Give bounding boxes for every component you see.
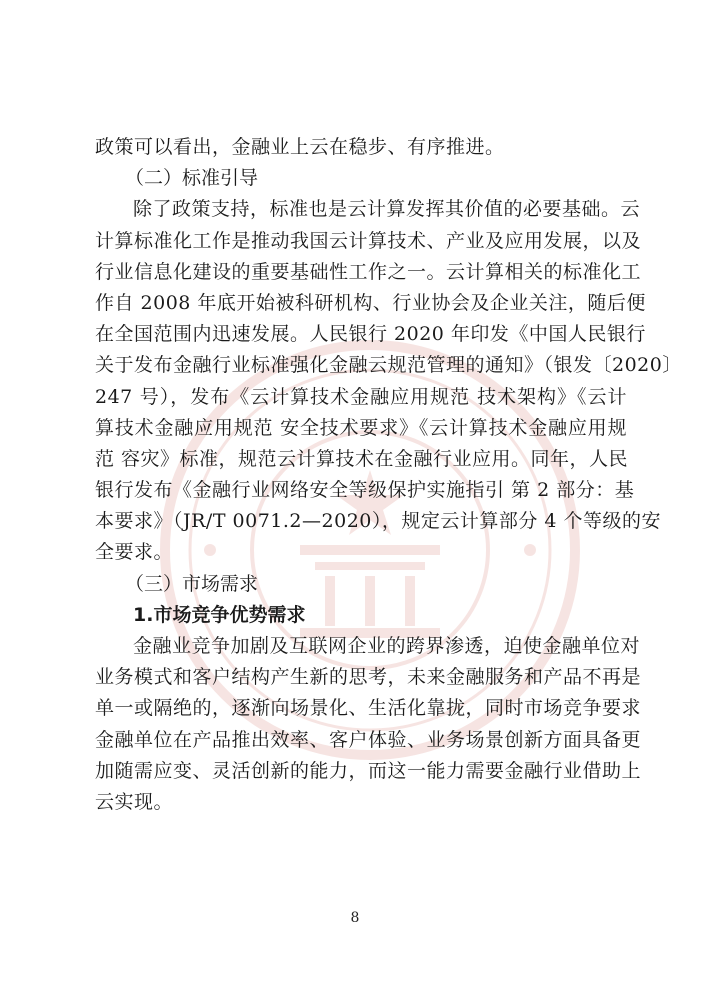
paragraph-line: 行业信息化建设的重要基础性工作之一。云计算相关的标准化工 [95, 260, 642, 283]
paragraph-line: 单一或隔绝的，逐渐向场景化、生活化靠拢，同时市场竞争要求 [95, 697, 642, 720]
paragraph-line: 作自 2008 年底开始被科研机构、行业协会及企业关注，随后便 [95, 291, 646, 314]
paragraph-line: 本要求》（JR/T 0071.2—2020），规定云计算部分 4 个等级的安 [95, 510, 662, 533]
section-heading: （三）市场需求 [125, 572, 259, 595]
paragraph-line: 关于发布金融行业标准强化金融云规范管理的通知》（银发〔2020〕 [95, 354, 682, 377]
subsection-heading: 1.市场竞争优势需求 [133, 603, 306, 626]
paragraph-line: 业务模式和客户结构产生新的思考，未来金融服务和产品不再是 [95, 666, 642, 689]
page-number: 8 [350, 910, 360, 926]
section-heading: （二）标准引导 [125, 167, 259, 190]
paragraph-line: 银行发布《金融行业网络安全等级保护实施指引 第 2 部分：基 [95, 479, 635, 502]
paragraph-line: 在全国范围内迅速发展。人民银行 2020 年印发《中国人民银行 [95, 323, 646, 346]
paragraph-line: 政策可以看出，金融业上云在稳步、有序推进。 [95, 136, 505, 158]
paragraph-line: 算技术金融应用规范 安全技术要求》《云计算技术金融应用规 [95, 416, 627, 439]
paragraph-line: 计算标准化工作是推动我国云计算技术、产业及应用发展，以及 [95, 229, 642, 252]
document-body [95, 132, 682, 818]
paragraph-line: 247 号），发布《云计算技术金融应用规范 技术架构》《云计 [95, 385, 627, 408]
paragraph-line: 范 容灾》标准，规范云计算技术在金融行业应用。同年，人民 [95, 447, 629, 470]
paragraph-line: 云实现。 [95, 790, 174, 813]
paragraph-line: 金融业竞争加剧及互联网企业的跨界渗透，迫使金融单位对 [133, 635, 641, 657]
paragraph-line: 全要求。 [95, 541, 174, 564]
paragraph-line: 加随需应变、灵活创新的能力，而这一能力需要金融行业借助上 [95, 759, 642, 782]
paragraph-line: 除了政策支持，标准也是云计算发挥其价值的必要基础。云 [133, 198, 641, 221]
paragraph-line: 金融单位在产品推出效率、客户体验、业务场景创新方面具备更 [95, 728, 642, 751]
